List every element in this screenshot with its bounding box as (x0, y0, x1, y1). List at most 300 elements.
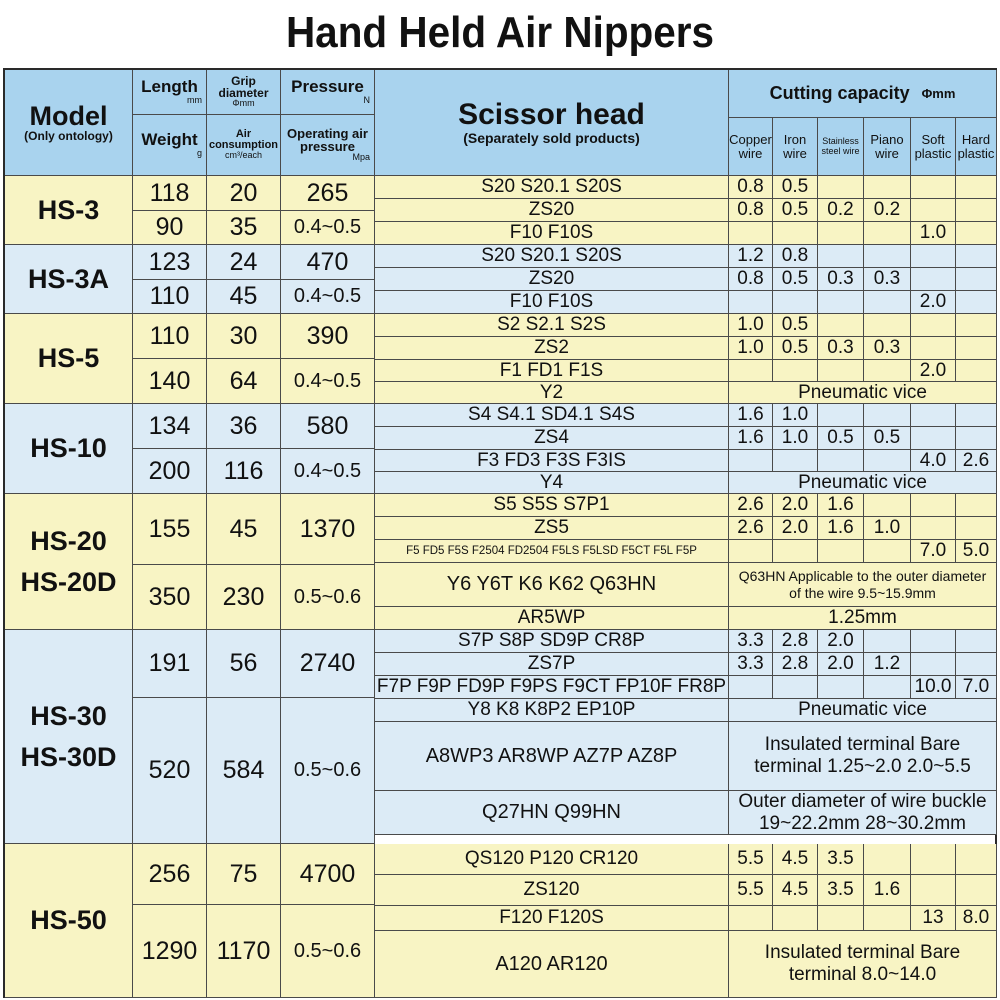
capacity-value: 1.6 (873, 879, 901, 901)
capacity-value: 3.5 (827, 879, 854, 901)
cutting-value (818, 517, 864, 540)
cutting-value (911, 337, 956, 360)
cutting-span-note (729, 931, 997, 998)
spec-grip (207, 314, 281, 359)
scissor-head-label: ZS120 (523, 879, 580, 901)
model-name-cell (5, 245, 133, 314)
scissor-head-label: QS120 P120 CR120 (464, 848, 639, 870)
cutting-value (818, 450, 864, 472)
cutting-value (956, 291, 997, 314)
cutting-value (956, 906, 997, 931)
cutting-value (864, 844, 911, 875)
capacity-value: 0.8 (737, 268, 764, 290)
cutting-value (773, 268, 818, 291)
cutting-col-label: Soft plastic (914, 131, 952, 161)
cutting-value (729, 630, 773, 653)
cutting-value (864, 517, 911, 540)
cutting-value (773, 427, 818, 450)
spec-weight (133, 280, 207, 314)
spec-air (207, 211, 281, 245)
cutting-value (729, 337, 773, 360)
cutting-value (956, 540, 997, 563)
spec-weight (133, 449, 207, 494)
spec-length (133, 630, 207, 698)
capacity-value: 1.0 (781, 404, 809, 426)
cutting-span-note (729, 563, 997, 607)
cutting-value (773, 494, 818, 517)
cutting-value (818, 630, 864, 653)
capacity-value: 2.0 (781, 517, 809, 539)
spec-grip (207, 844, 281, 905)
scissor-head-label: S7P S8P SD9P CR8P (458, 630, 645, 652)
cutting-span-note (729, 791, 997, 835)
header-col-0 (729, 118, 773, 176)
spec-value: 2740 (299, 649, 356, 678)
cutting-value (911, 494, 956, 517)
cutting-value (729, 427, 773, 450)
weight-heading: Weight (141, 130, 198, 150)
cutting-value (773, 676, 818, 699)
cutting-unit: Φmm (921, 85, 956, 101)
header-grip (207, 70, 281, 115)
capacity-value: 1.0 (737, 337, 764, 359)
cutting-value (864, 337, 911, 360)
scissor-head-row (375, 630, 729, 653)
header-col-4 (911, 118, 956, 176)
cutting-note: Insulated terminal Bare terminal 8.0~14.0 (764, 942, 961, 985)
cutting-value (956, 268, 997, 291)
pressure-unit: N (363, 95, 370, 106)
spec-op (281, 905, 375, 998)
spec-pressure (281, 630, 375, 698)
spec-value: 118 (149, 178, 190, 207)
cutting-value (773, 844, 818, 875)
cutting-value (911, 906, 956, 931)
model-name-cell (5, 176, 133, 245)
scissor-head-label: F1 FD1 F1S (499, 360, 604, 381)
spec-value: 0.5~0.6 (293, 585, 362, 608)
spec-value: 20 (229, 178, 258, 207)
cutting-value (911, 450, 956, 472)
spec-op (281, 211, 375, 245)
cutting-value (864, 676, 911, 699)
spec-value: 0.4~0.5 (293, 285, 362, 307)
scissor-head-row (375, 291, 729, 314)
header-op-pressure (281, 115, 375, 176)
spec-weight (133, 698, 207, 844)
spec-air (207, 698, 281, 844)
model-subheading: (Only ontology) (24, 129, 113, 144)
cutting-value (818, 875, 864, 906)
scissor-heading: Scissor head (458, 98, 645, 132)
cutting-value (773, 291, 818, 314)
page-title: Hand Held Air Nippers (285, 8, 715, 57)
capacity-value: 1.2 (737, 245, 764, 267)
cutting-span-note (729, 382, 997, 404)
spec-value: 0.4~0.5 (293, 459, 362, 482)
cutting-value (956, 517, 997, 540)
cutting-value (911, 653, 956, 676)
cutting-value (911, 875, 956, 906)
model-name: HS-20D (20, 566, 117, 597)
grip-unit: Φmm (232, 98, 255, 109)
model-name: HS-3A (27, 263, 109, 294)
cutting-value (911, 245, 956, 268)
spec-pressure (281, 494, 375, 565)
header-cutting (729, 70, 997, 118)
grip-heading: Grip diameter (218, 74, 269, 101)
spec-value: 56 (229, 649, 258, 678)
capacity-value: 1.0 (919, 222, 947, 244)
capacity-value: 2.0 (827, 653, 854, 675)
capacity-value: 1.6 (827, 517, 854, 539)
op-pressure-heading: Operating air pressure (287, 126, 368, 155)
cutting-value (818, 906, 864, 931)
cutting-value (818, 844, 864, 875)
cutting-value (956, 360, 997, 382)
scissor-head-label: F7P F9P FD9P F9PS F9CT FP10F FR8P (376, 676, 727, 698)
cutting-col-label: Iron wire (783, 131, 807, 161)
cutting-note: 1.25mm (828, 607, 897, 629)
spec-weight (133, 211, 207, 245)
scissor-head-label: F10 F10S (509, 222, 594, 244)
scissor-head-row (375, 314, 729, 337)
spec-value: 0.5~0.6 (293, 939, 362, 962)
cutting-value (773, 360, 818, 382)
cutting-value (956, 875, 997, 906)
cutting-value (818, 653, 864, 676)
spec-value: 116 (223, 456, 264, 485)
capacity-value: 2.8 (781, 630, 809, 652)
cutting-value (911, 427, 956, 450)
cutting-span-note (729, 607, 997, 630)
capacity-value: 7.0 (962, 676, 990, 698)
scissor-head-label: ZS4 (534, 427, 569, 449)
spec-value: 256 (148, 859, 191, 888)
cutting-value (729, 360, 773, 382)
scissor-head-label: ZS20 (528, 199, 575, 221)
cutting-value (773, 245, 818, 268)
spec-value: 35 (229, 213, 258, 242)
cutting-value (729, 314, 773, 337)
cutting-value (729, 875, 773, 906)
spec-value: 36 (229, 411, 258, 440)
capacity-value: 10.0 (914, 676, 952, 698)
header-scissor (375, 70, 729, 176)
cutting-value (773, 517, 818, 540)
model-heading: Model (29, 101, 108, 132)
cutting-col-label: Copper wire (729, 131, 772, 161)
spec-op (281, 359, 375, 404)
scissor-head-row (375, 906, 729, 931)
scissor-head-row (375, 382, 729, 404)
spec-pressure (281, 404, 375, 449)
cutting-value (818, 404, 864, 427)
model-name-cell (5, 630, 133, 844)
cutting-value (773, 630, 818, 653)
cutting-value (956, 494, 997, 517)
spec-value: 134 (148, 411, 191, 440)
cutting-note: Q63HN Applicable to the outer diameter of the wire 9.5~15.9mm (738, 568, 987, 601)
model-name-cell (5, 494, 133, 630)
cutting-value (911, 404, 956, 427)
cutting-value (818, 268, 864, 291)
scissor-head-label: Y8 K8 K8P2 EP10P (467, 699, 636, 721)
spec-value: 75 (229, 859, 258, 888)
cutting-value (729, 199, 773, 222)
cutting-value (864, 291, 911, 314)
weight-unit: g (196, 148, 202, 159)
spec-value: 1290 (141, 936, 198, 965)
spec-value: 45 (229, 514, 258, 543)
scissor-head-row (375, 472, 729, 494)
capacity-value: 4.5 (781, 848, 809, 870)
cutting-value (773, 653, 818, 676)
capacity-value: 0.5 (781, 199, 809, 221)
cutting-value (773, 450, 818, 472)
scissor-head-row (375, 337, 729, 360)
cutting-note: Pneumatic vice (798, 472, 927, 493)
cutting-value (818, 314, 864, 337)
cutting-col-label: Hard plastic (957, 131, 995, 161)
cutting-value (864, 199, 911, 222)
cutting-value (729, 676, 773, 699)
spec-weight (133, 359, 207, 404)
cutting-col-label: Piano wire (870, 131, 904, 161)
spec-value: 390 (306, 321, 349, 350)
scissor-head-label: F3 FD3 F3S F3IS (477, 450, 626, 471)
spec-length (133, 404, 207, 449)
cutting-note: Insulated terminal Bare terminal 1.25~2.0 2.0~5.5 (754, 734, 971, 777)
spec-grip (207, 630, 281, 698)
spec-pressure (281, 844, 375, 905)
cutting-value (729, 245, 773, 268)
cutting-span-note (729, 472, 997, 494)
header-col-3 (864, 118, 911, 176)
cutting-value (956, 314, 997, 337)
cutting-value (864, 404, 911, 427)
capacity-value: 3.5 (827, 848, 854, 870)
cutting-value (729, 540, 773, 563)
scissor-head-row (375, 699, 729, 722)
scissor-head-row (375, 563, 729, 607)
spec-value: 580 (306, 411, 349, 440)
header-col-1 (773, 118, 818, 176)
cutting-heading: Cutting capacity (769, 83, 910, 104)
scissor-head-label: ZS5 (534, 517, 569, 539)
spec-length (133, 844, 207, 905)
cutting-value (956, 176, 997, 199)
cutting-span-note (729, 699, 997, 722)
cutting-value (864, 222, 911, 245)
cutting-value (729, 494, 773, 517)
spec-value: 0.4~0.5 (293, 216, 362, 238)
capacity-value: 13 (922, 907, 944, 929)
model-name: HS-10 (30, 433, 107, 464)
length-unit: mm (187, 95, 202, 106)
cutting-value (773, 199, 818, 222)
capacity-value: 2.0 (827, 630, 854, 652)
cutting-value (911, 360, 956, 382)
spec-value: 64 (229, 366, 258, 395)
cutting-value (773, 404, 818, 427)
spec-value: 1370 (299, 514, 356, 543)
capacity-value: 1.2 (873, 653, 901, 675)
capacity-value: 2.6 (962, 450, 990, 471)
spec-air (207, 449, 281, 494)
capacity-value: 0.3 (873, 268, 901, 290)
spec-value: 265 (306, 178, 349, 207)
scissor-head-row (375, 607, 729, 630)
scissor-head-row (375, 268, 729, 291)
capacity-value: 0.5 (827, 427, 854, 449)
spec-length (133, 245, 207, 280)
cutting-value (864, 875, 911, 906)
capacity-value: 0.2 (873, 199, 901, 221)
model-name: HS-3 (37, 194, 100, 225)
cutting-value (729, 517, 773, 540)
spec-value: 24 (229, 247, 258, 276)
scissor-head-row (375, 722, 729, 791)
capacity-value: 1.6 (737, 427, 764, 449)
spec-value: 200 (148, 456, 191, 485)
cutting-value (911, 517, 956, 540)
scissor-head-label: S20 S20.1 S20S (481, 245, 622, 267)
spec-value: 191 (148, 649, 191, 678)
cutting-value (729, 404, 773, 427)
cutting-value (773, 222, 818, 245)
scissor-head-label: S20 S20.1 S20S (481, 176, 622, 198)
capacity-value: 0.5 (873, 427, 901, 449)
spec-op (281, 280, 375, 314)
scissor-head-row (375, 676, 729, 699)
scissor-head-row (375, 450, 729, 472)
capacity-value: 1.6 (827, 494, 854, 516)
capacity-value: 1.0 (737, 314, 764, 336)
capacity-value: 3.3 (737, 630, 764, 652)
scissor-head-row (375, 360, 729, 382)
spec-length (133, 494, 207, 565)
spec-op (281, 698, 375, 844)
cutting-value (911, 199, 956, 222)
spec-value: 0.5~0.6 (293, 759, 362, 781)
spec-value: 123 (148, 247, 191, 276)
cutting-value (911, 176, 956, 199)
cutting-value (818, 176, 864, 199)
cutting-value (818, 676, 864, 699)
capacity-value: 3.3 (737, 653, 764, 675)
cutting-value (818, 494, 864, 517)
capacity-value: 8.0 (962, 907, 990, 929)
spec-op (281, 449, 375, 494)
header-weight (133, 115, 207, 176)
cutting-value (956, 245, 997, 268)
cutting-value (864, 494, 911, 517)
cutting-value (864, 630, 911, 653)
spec-value: 1170 (216, 936, 271, 965)
header-col-5 (956, 118, 997, 176)
spec-value: 140 (148, 366, 191, 395)
capacity-value: 5.5 (737, 848, 764, 870)
capacity-value: 0.3 (827, 337, 854, 359)
cutting-value (729, 450, 773, 472)
scissor-head-row (375, 791, 729, 835)
scissor-head-row (375, 404, 729, 427)
capacity-value: 0.3 (873, 337, 901, 359)
scissor-head-row (375, 844, 729, 875)
capacity-value: 2.0 (919, 360, 947, 381)
capacity-value: 0.8 (737, 176, 764, 198)
cutting-value (956, 676, 997, 699)
spec-air (207, 565, 281, 630)
cutting-value (818, 222, 864, 245)
scissor-head-label: Y2 (539, 382, 564, 403)
spec-value: 4700 (299, 859, 356, 888)
cutting-value (956, 199, 997, 222)
capacity-value: 0.5 (781, 337, 809, 359)
capacity-value: 1.0 (873, 517, 901, 539)
cutting-value (818, 360, 864, 382)
spec-weight (133, 565, 207, 630)
scissor-head-row (375, 931, 729, 998)
capacity-value: 4.5 (781, 879, 809, 901)
scissor-head-row (375, 540, 729, 563)
cutting-value (773, 906, 818, 931)
scissor-head-label: Y6 Y6T K6 K62 Q63HN (446, 573, 657, 595)
spec-value: 0.4~0.5 (293, 369, 362, 392)
cutting-value (729, 653, 773, 676)
scissor-head-label: S2 S2.1 S2S (497, 314, 606, 336)
scissor-head-label: ZS2 (534, 337, 569, 359)
spec-table (3, 68, 997, 998)
header-col-2 (818, 118, 864, 176)
capacity-value: 7.0 (919, 540, 947, 562)
cutting-value (956, 844, 997, 875)
length-heading: Length (141, 77, 198, 97)
spec-pressure (281, 314, 375, 359)
cutting-note: Pneumatic vice (798, 699, 927, 721)
spec-grip (207, 404, 281, 449)
spec-grip (207, 245, 281, 280)
spec-grip (207, 176, 281, 211)
scissor-head-row (375, 427, 729, 450)
cutting-value (911, 291, 956, 314)
capacity-value: 0.5 (781, 176, 809, 198)
model-name: HS-50 (30, 905, 107, 936)
scissor-head-row (375, 653, 729, 676)
cutting-value (956, 337, 997, 360)
cutting-value (911, 844, 956, 875)
scissor-head-row (375, 517, 729, 540)
pressure-heading: Pressure (291, 77, 364, 97)
model-name-cell (5, 404, 133, 494)
cutting-value (864, 540, 911, 563)
capacity-value: 0.5 (781, 314, 809, 336)
header-model (5, 70, 133, 176)
spec-value: 110 (149, 282, 190, 311)
cutting-value (911, 222, 956, 245)
spec-air (207, 359, 281, 404)
spec-air (207, 905, 281, 998)
cutting-value (773, 337, 818, 360)
scissor-head-label: S4 S4.1 SD4.1 S4S (468, 404, 635, 426)
spec-value: 30 (229, 321, 258, 350)
scissor-head-row (375, 199, 729, 222)
spec-grip (207, 494, 281, 565)
scissor-head-label: F10 F10S (509, 291, 594, 313)
op-pressure-unit: Mpa (352, 152, 370, 163)
capacity-value: 1.0 (781, 427, 809, 449)
